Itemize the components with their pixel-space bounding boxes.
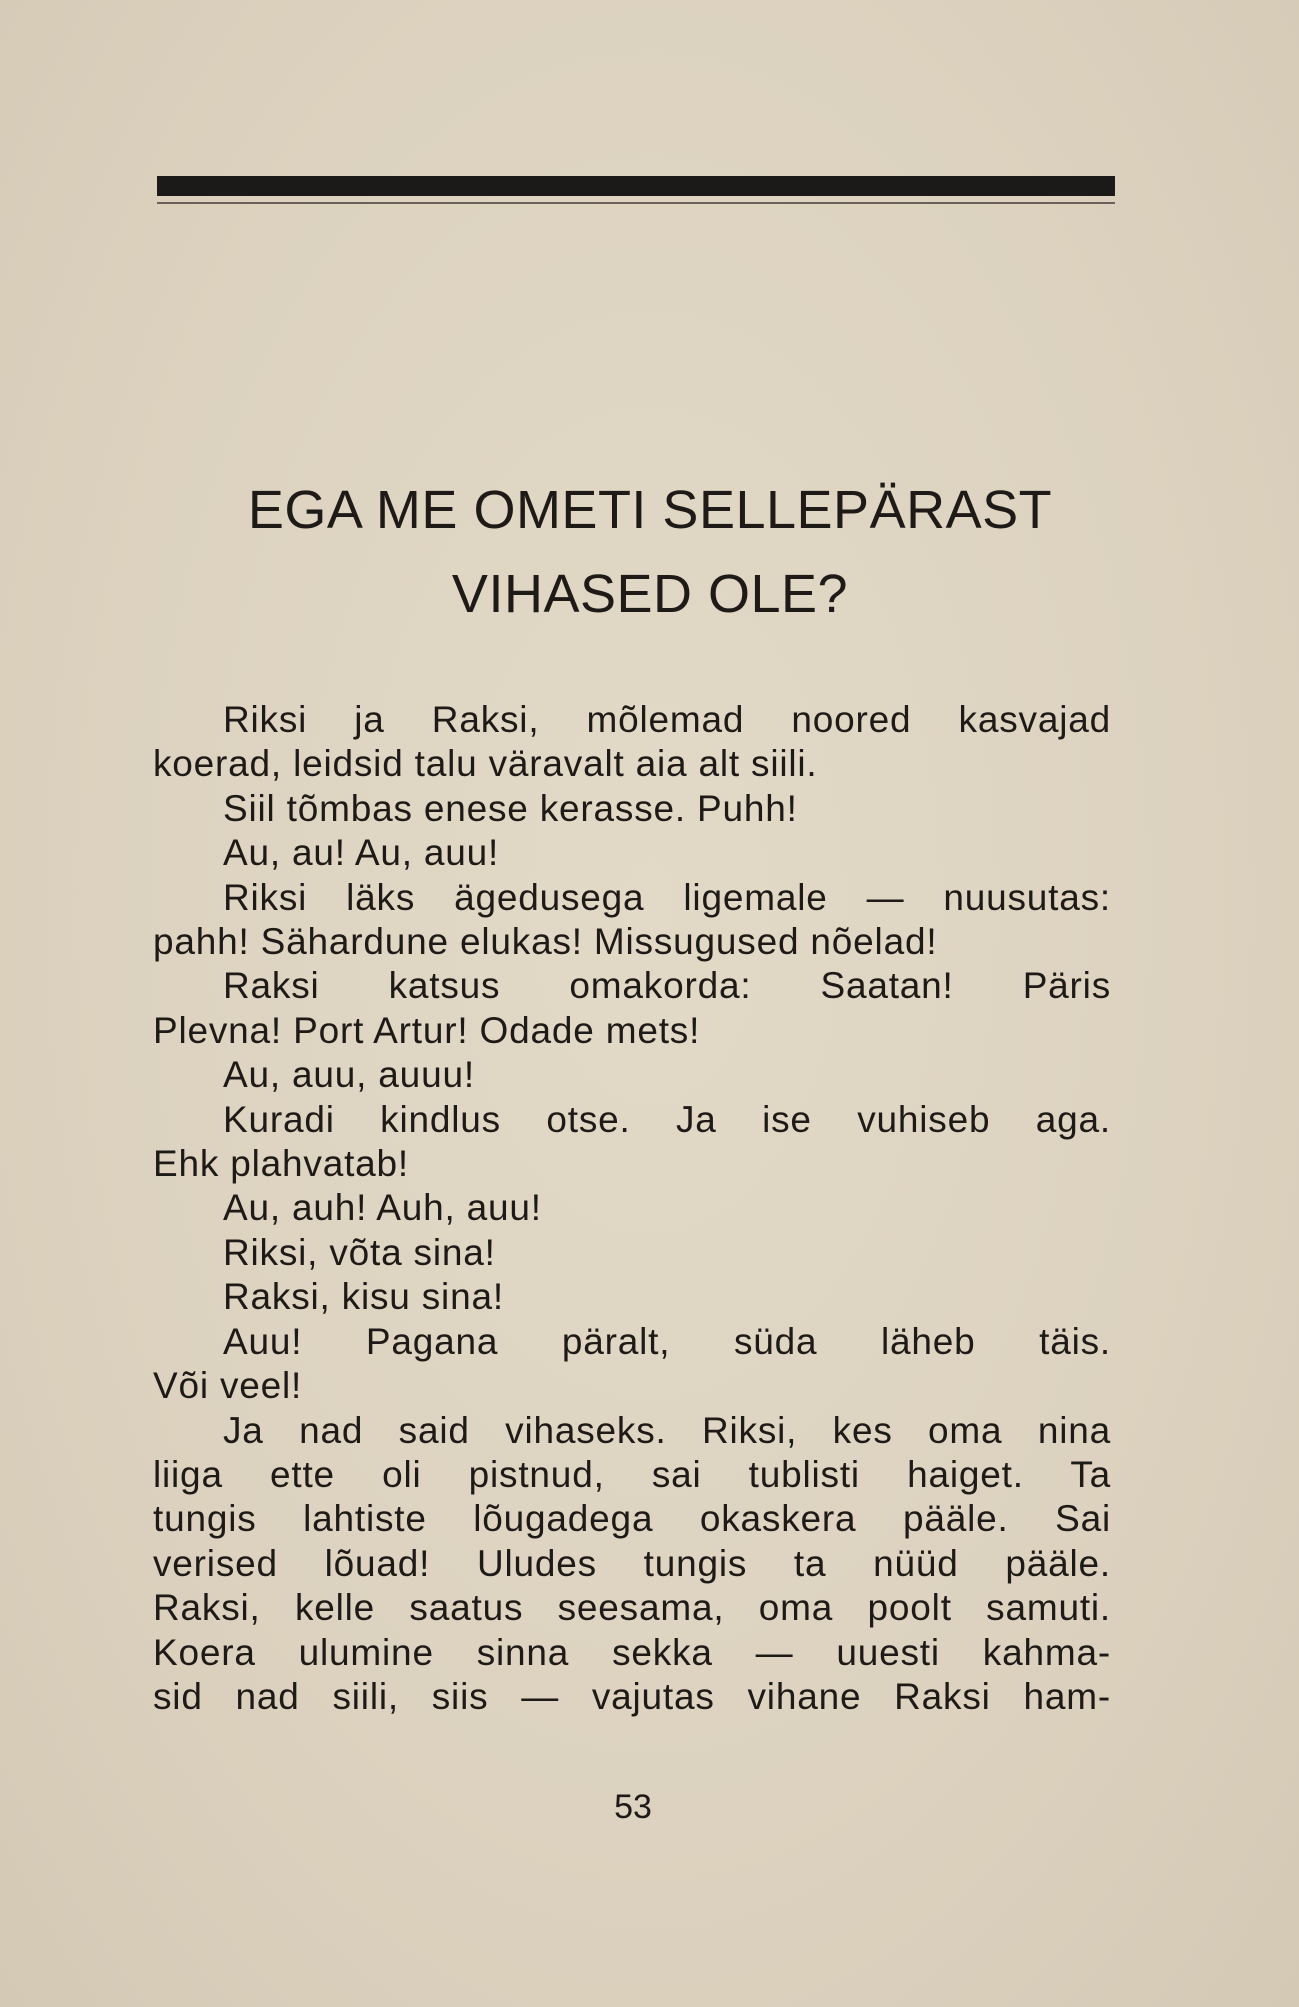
text-line: Või veel! [153, 1365, 303, 1407]
chapter-title [150, 468, 1150, 636]
text-line: Riksi läks ägedusega ligemale — nuusutas: [223, 876, 1111, 918]
text-line: Kuradi kindlus otse. Ja ise vuhiseb aga. [223, 1098, 1111, 1140]
body-text [153, 698, 1111, 1719]
text-line: Au, auu, auuu! [223, 1054, 475, 1096]
text-line: Au, au! Au, auu! [223, 832, 500, 874]
text-line: Ehk plahvatab! [153, 1143, 409, 1185]
text-line: Raksi, kelle saatus seesama, oma poolt samuti. [153, 1587, 1111, 1629]
text-line: Riksi, võta sina! [223, 1231, 496, 1273]
text-line: koerad, leidsid talu väravalt aia alt siili. [153, 743, 818, 785]
text-line: verised lõuad! Uludes tungis ta nüüd pääle. [153, 1542, 1111, 1584]
text-line: Au, auh! Auh, auu! [223, 1187, 542, 1229]
text-line: Koera ulumine sinna sekka — uuesti kahma- [153, 1631, 1111, 1673]
chapter-title-line-2: VIHASED OLE? [451, 564, 849, 624]
chapter-title-line-1: EGA ME OMETI SELLEPÄRAST [247, 480, 1053, 540]
text-line: sid nad siili, siis — vajutas vihane Raksi ham- [153, 1675, 1111, 1717]
text-line: liiga ette oli pistnud, sai tublisti haiget. Ta [153, 1453, 1111, 1495]
text-line: Plevna! Port Artur! Odade mets! [153, 1009, 701, 1051]
text-line: Ja nad said vihaseks. Riksi, kes oma nina [223, 1409, 1111, 1451]
text-line: Riksi ja Raksi, mõlemad noored kasvajad [223, 699, 1111, 740]
text-line: tungis lahtiste lõugadega okaskera pääle. Sai [153, 1498, 1111, 1540]
text-line: Raksi katsus omakorda: Saatan! Päris [223, 965, 1111, 1007]
header-ornament-rule [157, 176, 1115, 196]
page-number: 53 [614, 1788, 652, 1826]
header-thin-rule [157, 202, 1115, 204]
text-line: Auu! Pagana päralt, süda läheb täis. [223, 1320, 1111, 1362]
text-line: Siil tõmbas enese kerasse. Puhh! [223, 787, 798, 829]
text-line: pahh! Sähardune elukas! Missugused nõelad! [153, 921, 938, 963]
text-line: Raksi, kisu sina! [223, 1276, 504, 1318]
